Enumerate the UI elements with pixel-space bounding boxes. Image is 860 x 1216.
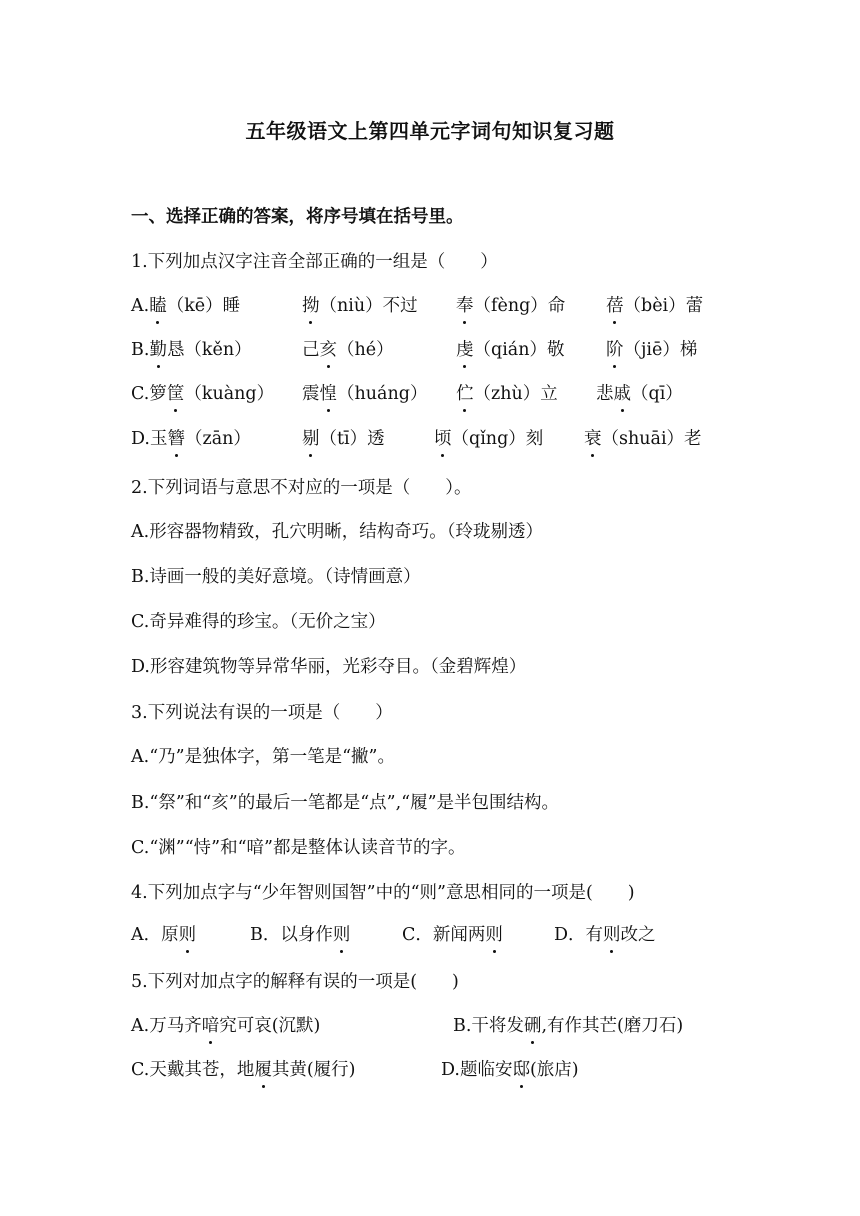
- q4-option-row: [0, 923, 860, 949]
- q1-c-item-1: C.箩筐（kuàng）: [131, 384, 275, 404]
- q1-b-item-2: 己亥（hé）: [302, 340, 394, 360]
- q3-option-b: B.“祭”和“亥”的最后一笔都是“点”,“履”是半包围结构。: [131, 793, 560, 813]
- question-5-stem: 5.下列对加点字的解释有误的一项是( ): [131, 972, 459, 992]
- q1-d-item-3: 顷（qǐng）刻: [434, 429, 544, 449]
- q1-b-item-4: 阶（jiē）梯: [606, 340, 698, 360]
- q5-option-a: A.万马齐喑究可哀(沉默): [131, 1016, 321, 1036]
- q1-option-row-a: [0, 294, 860, 320]
- q5-option-b: B.干将发硎,有作其芒(磨刀石): [453, 1016, 684, 1036]
- q2-option-a: A.形容器物精致，孔穴明晰，结构奇巧。（玲珑剔透）: [131, 522, 543, 542]
- q1-c-item-3: 伫（zhù）立: [456, 384, 558, 404]
- q2-option-b: B.诗画一般的美好意境。（诗情画意）: [131, 567, 421, 587]
- q1-c-item-4: 悲戚（qī）: [596, 384, 683, 404]
- q1-option-row-c: [0, 382, 860, 408]
- q1-d-item-4: 衰（shuāi）老: [584, 429, 702, 449]
- question-4-stem: 4.下列加点字与“少年智则国智”中的“则”意思相同的一项是( ): [131, 883, 635, 903]
- q4-option-c: C．新闻两则: [402, 925, 503, 945]
- q1-option-row-d: [0, 427, 860, 453]
- q5-option-d: D.题临安邸(旅店): [441, 1060, 579, 1080]
- q5-option-c: C.天戴其苍，地履其黄(履行): [131, 1060, 356, 1080]
- q4-option-a: A．原则: [131, 925, 197, 945]
- q3-option-c: C.“渊”“恃”和“喑”都是整体认读音节的字。: [131, 838, 466, 858]
- q4-option-b: B．以身作则: [250, 925, 351, 945]
- q1-b-item-3: 虔（qián）敬: [456, 340, 565, 360]
- q2-option-c: C.奇异难得的珍宝。（无价之宝）: [131, 612, 386, 632]
- q1-a-item-4: 蓓（bèi）蕾: [606, 296, 704, 316]
- q1-option-row-b: [0, 338, 860, 364]
- question-2-stem: 2.下列词语与意思不对应的一项是（ ）。: [131, 478, 472, 498]
- q1-a-item-1: A.瞌（kē）睡: [131, 296, 241, 316]
- q5-option-row-2: [0, 1058, 860, 1084]
- q2-option-d: D.形容建筑物等异常华丽，光彩夺目。（金碧辉煌）: [131, 657, 527, 677]
- q1-d-item-2: 剔（tī）透: [302, 429, 385, 449]
- question-1-stem: 1.下列加点汉字注音全部正确的一组是（ ）: [131, 252, 498, 272]
- q1-d-item-1: D.玉簪（zān）: [131, 429, 251, 449]
- question-3-stem: 3.下列说法有误的一项是（ ）: [131, 703, 393, 723]
- q1-a-item-3: 奉（fèng）命: [456, 296, 566, 316]
- q1-b-item-1: B.勤恳（kěn）: [131, 340, 252, 360]
- q3-option-a: A.“乃”是独体字，第一笔是“撇”。: [131, 747, 395, 767]
- q4-option-d: D．有则改之: [554, 925, 656, 945]
- section-heading: 一、选择正确的答案，将序号填在括号里。: [131, 207, 464, 227]
- page-title: 五年级语文上第四单元字词句知识复习题: [245, 119, 615, 143]
- q1-a-item-2: 拗（niù）不过: [302, 296, 418, 316]
- q5-option-row-1: [0, 1014, 860, 1040]
- q1-c-item-2: 震惶（huáng）: [302, 384, 428, 404]
